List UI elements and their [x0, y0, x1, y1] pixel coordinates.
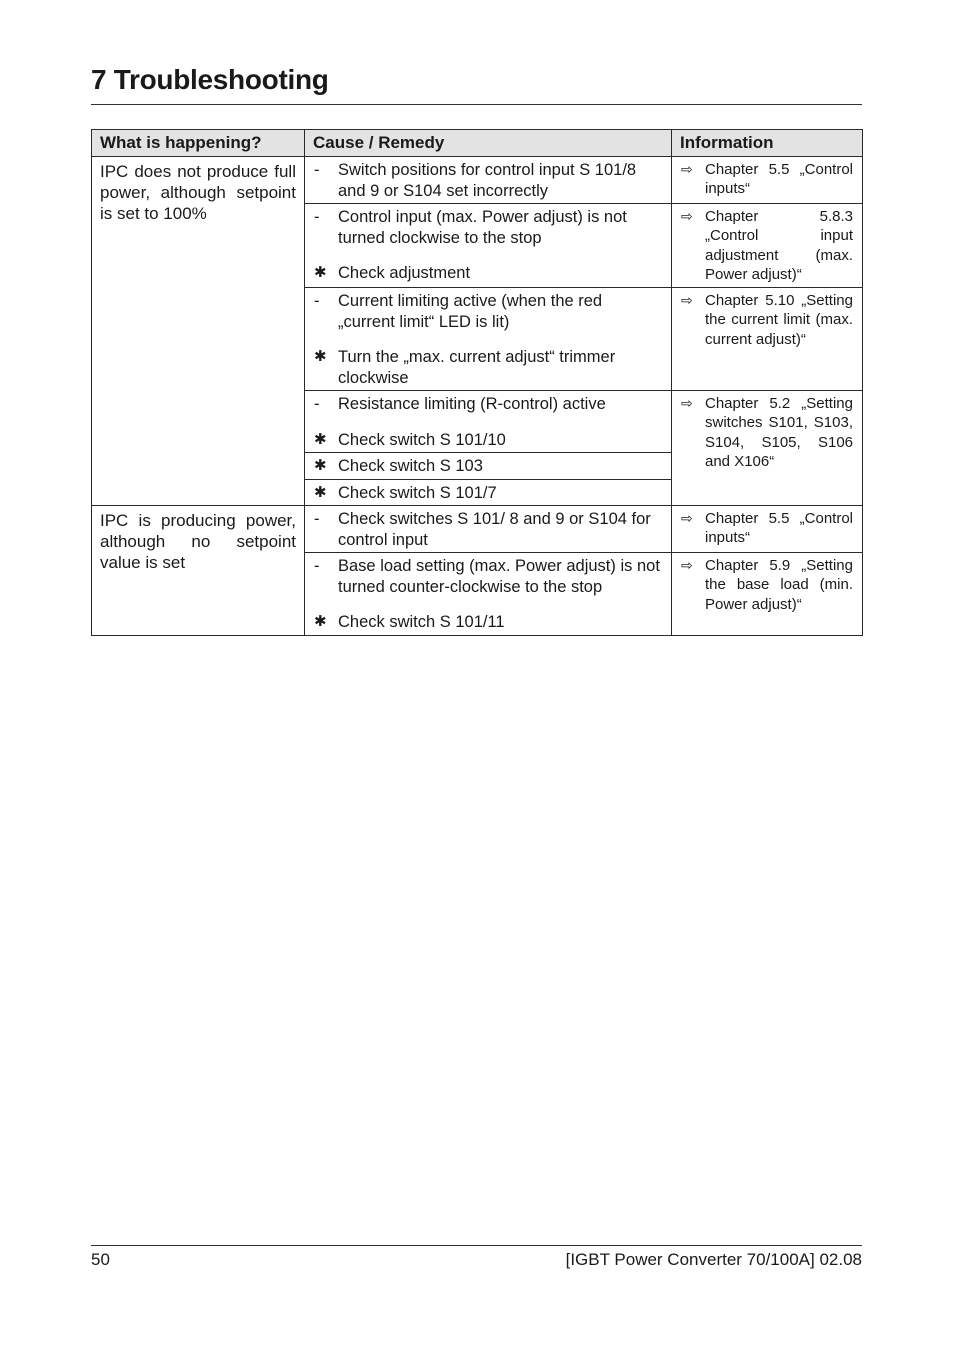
info-reference: Chapter 5.10 „Setting the current limit (max. current adjust)“: [705, 292, 853, 348]
cause-text: Base load setting (max. Power adjust) is not turned counter-clockwise to the stop: [338, 557, 660, 596]
info-cell: [672, 204, 863, 288]
info-cell: [672, 157, 863, 204]
arrow-right-icon: ⇨: [681, 557, 693, 574]
dash-marker: -: [314, 292, 320, 311]
table-row: [92, 506, 863, 553]
header-information: Information: [672, 130, 863, 157]
remedy-text: Check switch S 101/7: [338, 483, 497, 502]
remedy-text: Check adjustment: [338, 264, 471, 282]
cause-entry: [305, 506, 671, 552]
remedy-text: Check switch S 101/11: [338, 613, 505, 632]
arrow-right-icon: ⇨: [681, 510, 693, 527]
symptom-cell: [92, 157, 305, 506]
symptom-cell: [92, 506, 305, 636]
dash-marker: -: [314, 557, 320, 576]
title-rule: [91, 104, 862, 105]
info-reference: Chapter 5.8.3 „Control input adjustment (max. Power adjust)“: [705, 208, 853, 283]
cause-text: Resistance limiting (R-control) active: [338, 395, 606, 414]
page-title: 7 Troubleshooting: [91, 64, 329, 95]
cause-entry: [305, 204, 671, 250]
cause-entry: [305, 391, 671, 417]
asterisk-icon: ✱: [314, 483, 327, 501]
remedy-entry: [305, 344, 671, 390]
info-entry: [681, 291, 853, 349]
dash-marker: -: [314, 395, 320, 414]
arrow-right-icon: ⇨: [681, 292, 693, 309]
cause-cell: [305, 479, 672, 506]
info-entry: [681, 394, 853, 471]
arrow-right-icon: ⇨: [681, 208, 693, 224]
symptom-text: IPC does not produce full power, although setpoint is set to 100%: [100, 162, 296, 223]
header-cause-remedy: Cause / Remedy: [305, 130, 672, 157]
asterisk-icon: ✱: [314, 348, 327, 366]
info-entry: [681, 509, 853, 548]
info-cell: [672, 553, 863, 636]
table-header-row: [92, 130, 863, 157]
cause-entry: [305, 288, 671, 334]
cause-cell: [305, 288, 672, 391]
page-number: 50: [91, 1250, 110, 1269]
cause-cell: [305, 157, 672, 204]
info-entry: [681, 207, 853, 284]
remedy-entry: [305, 480, 671, 506]
info-cell: [672, 288, 863, 391]
info-reference: Chapter 5.9 „Setting the base load (min. Power adjust)“: [705, 557, 853, 613]
remedy-text: Turn the „max. current adjust“ trimmer clockwise: [338, 348, 616, 387]
cause-cell: [305, 453, 672, 480]
remedy-entry: [305, 609, 671, 635]
remedy-text: Check switch S 101/10: [338, 430, 506, 449]
dash-marker: -: [314, 510, 320, 529]
table-row: [92, 157, 863, 204]
info-cell: [672, 506, 863, 553]
remedy-entry: [305, 427, 671, 453]
info-entry: [681, 556, 853, 614]
info-reference: Chapter 5.2 „Setting switches S101, S103, S104, S105, S106 and X106“: [705, 395, 853, 471]
asterisk-icon: ✱: [314, 457, 327, 475]
info-reference: Chapter 5.5 „Control inputs“: [705, 161, 853, 198]
remedy-entry: [305, 453, 671, 479]
cause-cell: [305, 506, 672, 553]
asterisk-icon: ✱: [314, 264, 327, 281]
remedy-entry: [305, 260, 671, 286]
cause-entry: [305, 553, 671, 599]
symptom-text: IPC is producing power, although no setpoint value is set: [100, 511, 296, 573]
info-entry: [681, 160, 853, 199]
cause-text: Switch positions for control input S 101/8 and 9 or S104 set incorrectly: [338, 161, 637, 200]
info-reference: Chapter 5.5 „Control inputs“: [705, 510, 853, 547]
cause-text: Check switches S 101/ 8 and 9 or S104 for control input: [338, 510, 651, 549]
cause-text: Control input (max. Power adjust) is not turned clockwise to the stop: [338, 208, 627, 247]
arrow-right-icon: ⇨: [681, 161, 693, 177]
asterisk-icon: ✱: [314, 613, 327, 631]
cause-cell: [305, 553, 672, 636]
dash-marker: -: [314, 161, 320, 179]
header-what-is-happening: What is happening?: [92, 130, 305, 157]
footer-rule: [91, 1245, 862, 1246]
cause-cell: [305, 391, 672, 453]
document-reference: [IGBT Power Converter 70/100A] 02.08: [565, 1250, 862, 1269]
remedy-text: Check switch S 103: [338, 457, 483, 476]
dash-marker: -: [314, 208, 320, 226]
cause-cell: [305, 204, 672, 288]
cause-text: Current limiting active (when the red „current limit“ LED is lit): [338, 292, 603, 331]
asterisk-icon: ✱: [314, 430, 327, 448]
arrow-right-icon: ⇨: [681, 395, 693, 412]
info-cell: [672, 391, 863, 506]
cause-entry: [305, 157, 671, 203]
troubleshooting-table: [91, 129, 863, 636]
